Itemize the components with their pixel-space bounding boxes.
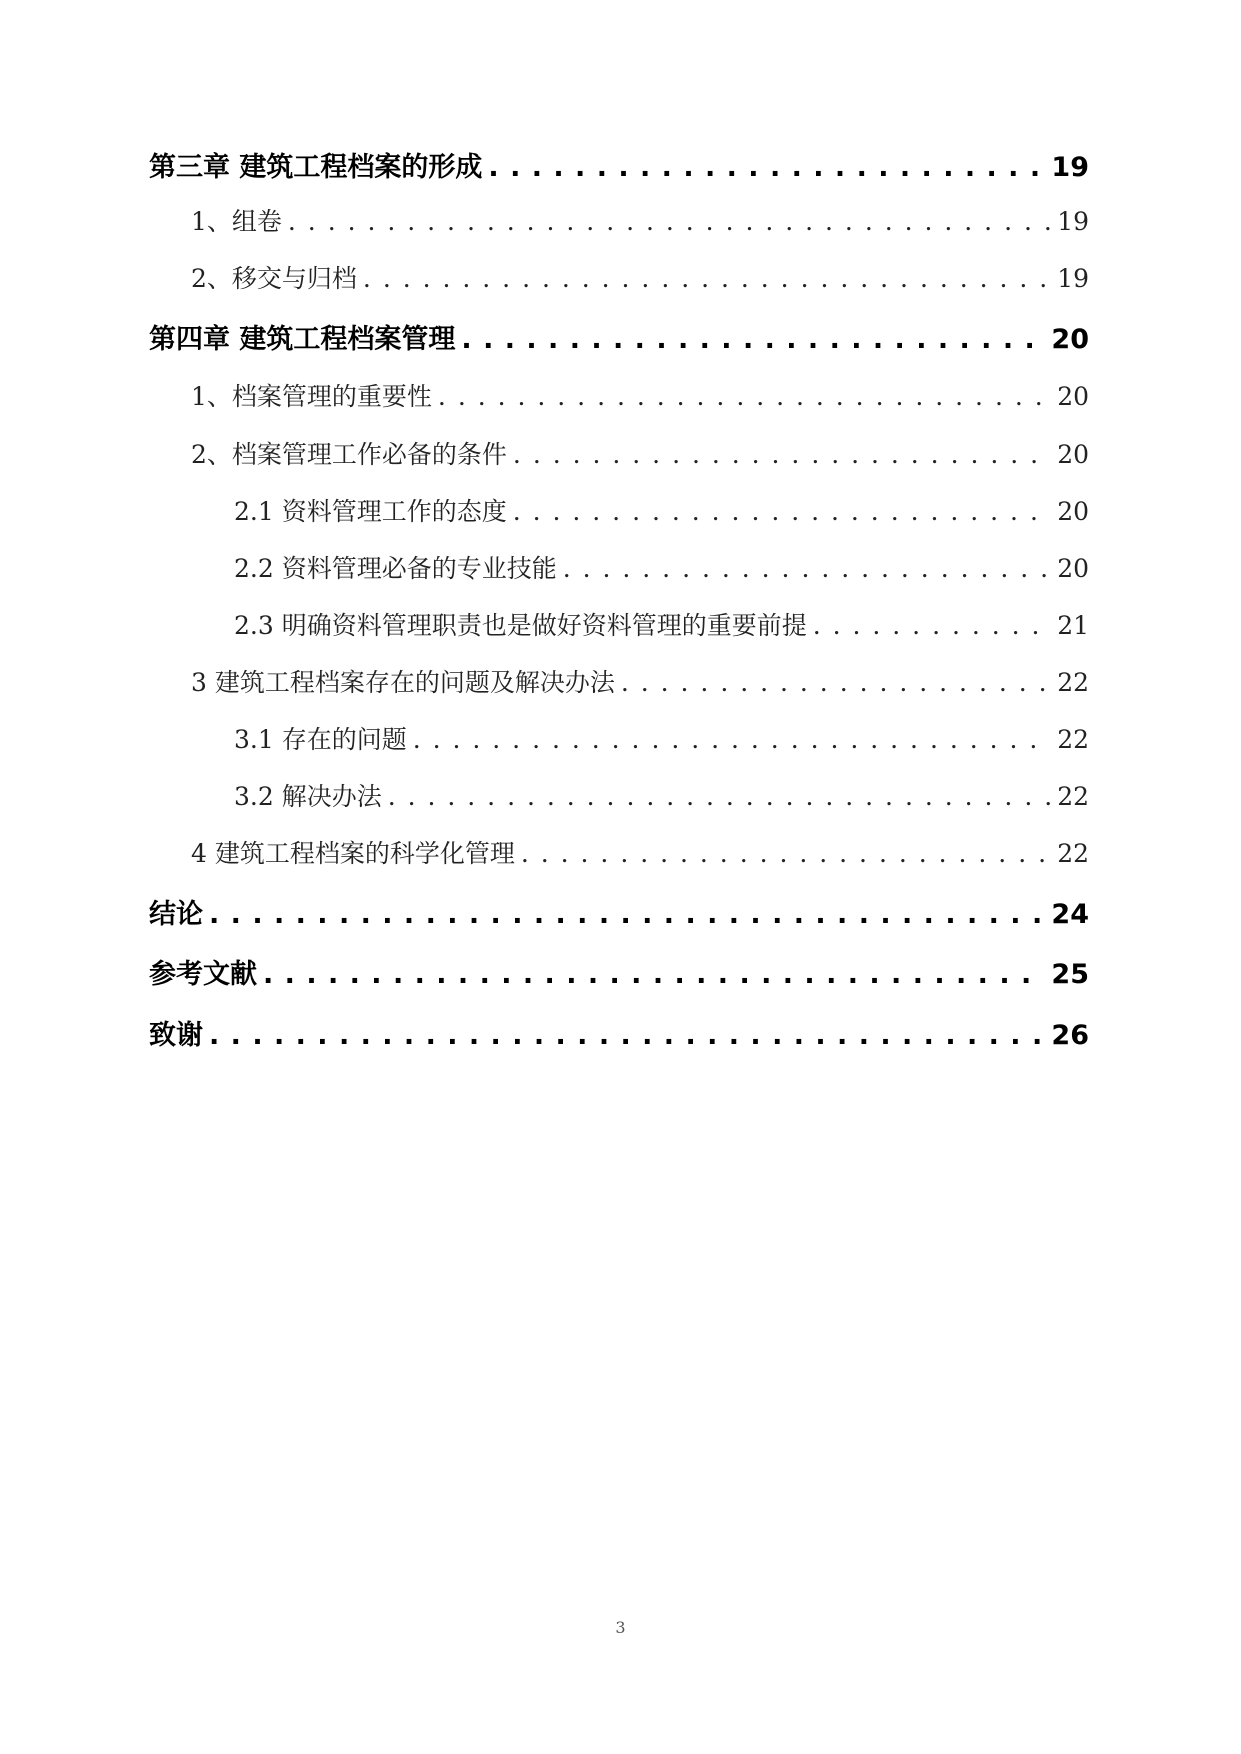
toc-entry-title: 3.2 解决办法 <box>234 782 382 811</box>
toc-page-number: 19 <box>1057 264 1089 293</box>
toc-page-number: 20 <box>1057 440 1089 469</box>
toc-dot-leader <box>521 839 1051 868</box>
toc-entry-title: 2、档案管理工作必备的条件 <box>191 440 507 469</box>
page-number-footer: 3 <box>615 1618 626 1637</box>
toc-dot-leader <box>209 1020 1045 1051</box>
toc-entry-references[interactable] <box>149 952 1089 991</box>
toc-entry-section-4-2[interactable] <box>191 435 1089 471</box>
toc-entry-title: 1、组卷 <box>191 207 282 236</box>
toc-dot-leader <box>461 324 1045 355</box>
toc-entry-section-4-4[interactable] <box>191 834 1089 870</box>
toc-dot-leader <box>513 440 1051 469</box>
toc-entry-section-3-1[interactable] <box>191 202 1089 238</box>
toc-page-number: 24 <box>1051 899 1089 930</box>
toc-entry-title: 第三章 建筑工程档案的形成 <box>149 152 483 183</box>
toc-entry-section-3-2[interactable] <box>191 259 1089 295</box>
toc-entry-title: 参考文献 <box>149 959 257 990</box>
toc-entry-section-4-2-3[interactable] <box>234 606 1089 642</box>
toc-entry-title: 1、档案管理的重要性 <box>191 382 432 411</box>
toc-dot-leader <box>413 725 1051 754</box>
toc-entry-title: 2.3 明确资料管理职责也是做好资料管理的重要前提 <box>234 611 807 640</box>
toc-entry-section-4-3[interactable] <box>191 663 1089 699</box>
toc-dot-leader <box>621 668 1051 697</box>
toc-dot-leader <box>388 782 1051 811</box>
toc-page-number: 25 <box>1051 959 1089 990</box>
toc-dot-leader <box>438 382 1051 411</box>
toc-entry-title: 3.1 存在的问题 <box>234 725 407 754</box>
toc-page-number: 22 <box>1057 839 1089 868</box>
toc-entry-section-4-3-2[interactable] <box>234 777 1089 813</box>
toc-dot-leader <box>288 207 1051 236</box>
toc-entry-acknowledgements[interactable] <box>149 1013 1089 1052</box>
toc-entry-conclusion[interactable] <box>149 892 1089 931</box>
toc-entry-title: 致谢 <box>149 1020 203 1051</box>
toc-page-number: 20 <box>1057 382 1089 411</box>
toc-page-number: 20 <box>1057 554 1089 583</box>
toc-dot-leader <box>209 899 1045 930</box>
toc-entry-title: 2、移交与归档 <box>191 264 357 293</box>
toc-page-number: 20 <box>1051 324 1089 355</box>
toc-page-number: 19 <box>1057 207 1089 236</box>
toc-entry-title: 2.1 资料管理工作的态度 <box>234 497 507 526</box>
toc-entry-section-4-2-1[interactable] <box>234 492 1089 528</box>
toc-entry-title: 第四章 建筑工程档案管理 <box>149 324 456 355</box>
toc-page-number: 26 <box>1051 1020 1089 1051</box>
toc-entry-title: 3 建筑工程档案存在的问题及解决办法 <box>191 668 615 697</box>
toc-page-number: 19 <box>1051 152 1089 183</box>
toc-dot-leader <box>263 959 1045 990</box>
toc-entry-section-4-2-2[interactable] <box>234 549 1089 585</box>
toc-entry-section-4-3-1[interactable] <box>234 720 1089 756</box>
toc-dot-leader <box>813 611 1051 640</box>
toc-entry-chapter-4[interactable] <box>149 317 1089 356</box>
toc-entry-section-4-1[interactable] <box>191 377 1089 413</box>
toc-entry-chapter-3[interactable] <box>149 145 1089 184</box>
toc-page-number: 22 <box>1057 668 1089 697</box>
toc-dot-leader <box>513 497 1051 526</box>
toc-page-number: 21 <box>1057 611 1089 640</box>
toc-dot-leader <box>563 554 1051 583</box>
toc-page-number: 22 <box>1057 725 1089 754</box>
toc-page-number: 20 <box>1057 497 1089 526</box>
toc-entry-title: 2.2 资料管理必备的专业技能 <box>234 554 557 583</box>
toc-dot-leader <box>363 264 1051 293</box>
toc-dot-leader <box>488 152 1045 183</box>
toc-page-number: 22 <box>1057 782 1089 811</box>
toc-entry-title: 4 建筑工程档案的科学化管理 <box>191 839 515 868</box>
toc-entry-title: 结论 <box>149 899 203 930</box>
